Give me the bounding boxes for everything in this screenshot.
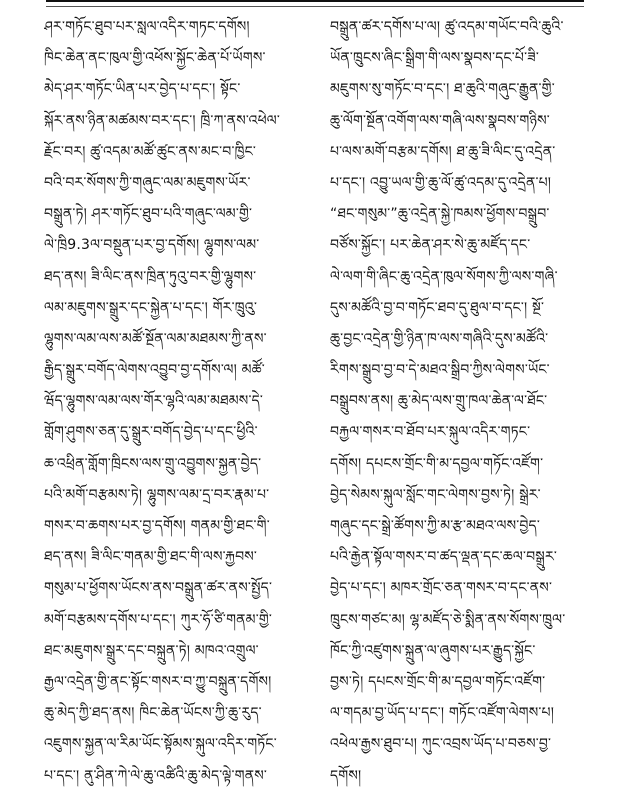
text-line: “ཐང་གསུམ་”ཆུ་འདྲེན་སྐྱེ་ཁམས་ཕྱོགས་བསྒྲུབ་ xyxy=(330,206,550,223)
text-line: ཡོན་ཁྲུངས་ཞིང་སྒྲིག་གི་ལས་སྣབས་དང་པོ་ཟི་ xyxy=(330,50,539,67)
text-line: ཆུ་མེད་ཀྱི་ཐད་ནས། ཁིང་ཆེན་ཡོངས་ཀྱི་ཆུ་རུད་ xyxy=(44,705,262,722)
text-line: ཆུ་ལོག་སྔོན་འགོག་ལས་གཞི་ལས་སྣབས་གཉིས་ xyxy=(330,112,550,129)
text-line: པ་ལས་མགོ་བརྩམ་དགོས། ཐ་ཆུ་ཟི་ལིང་དུ་འདྲེན་ xyxy=(330,143,556,160)
text-line: འཇུགས་སྐྱན་ལ་རིམ་ཡོང་སྟོམས་སྐུལ་འདིར་གཏོང་ xyxy=(44,736,277,753)
text-line: ཐད་ནས། ཟི་ལིང་གནམ་གྱི་ཐང་གི་ལས་རྐྱབས་ xyxy=(44,549,258,566)
text-line: བསྒྲུན་ཏེ། ཤར་གཏོང་ཐུབ་པའི་གཞུང་ལམ་གྱི་ xyxy=(44,206,253,223)
text-line: རྒྱིད་སྒྲུར་བགོད་ལེགས་འབྱུབ་བྱ་དགོས་ལ། མཚོ་ xyxy=(44,362,265,379)
text-line: འཕེལ་རྒྱས་ཐུབ་པ། ཀུང་འབྲས་ཡོད་པ་བཅས་བྱ་ xyxy=(330,736,552,753)
top-rule-thin xyxy=(46,6,584,7)
text-line: པ་དང་། འབྱུ་ཡལ་གྱི་ཆུ་ལོ་ཚུ་འདམ་དུ་འདྲེན་པ། xyxy=(330,174,552,191)
text-line: དུས་མཚོའི་བྱ་བ་གཏོང་ཐབ་དུ་ཐུལ་བ་དང་། སྔོ་ xyxy=(330,299,545,316)
text-line: ཁོང་ཀྱི་འཛུགས་སྐྲུན་ལ་ཞུགས་པར་རྒྱུད་སྐྱོང་ xyxy=(330,642,536,659)
text-line: ཆུ་བྱང་འདྲེན་གྱི་ཉིན་ཁ་ལས་གཞིའི་དུས་མཚོའི་ xyxy=(330,330,549,347)
left-text-column xyxy=(44,12,301,792)
text-line: ཁྲུངས་གཙང་མ། ལྷ་མཛོད་ཅེ་སྨིན་ནས་སོགས་ཁྲུལ་ xyxy=(330,611,566,628)
text-line: ཐང་མཇུགས་སྒྲུར་དང་བསྐྲུན་ཏེ། མཁའ་འགྲུལ་ xyxy=(44,642,259,659)
text-line: དགོས། xyxy=(330,767,362,784)
text-line: བའི་བར་སོགས་ཀྱི་གཞུང་ལམ་མཇུགས་ཡོར་ xyxy=(44,174,251,191)
right-text-column xyxy=(330,12,587,792)
text-line: བརྐྱལ་གསར་བ་ཐོབ་པར་སྐུལ་འདིར་གཏང་ xyxy=(330,424,531,441)
text-line: ལྷུགས་ལམ་ལས་མཚོ་སྔོན་ལམ་མཐམས་ཀྱི་ནས་ xyxy=(44,330,267,347)
text-line: ལེ་ཁྲི9.3ལ་བསྡུན་པར་བྱ་དགོས། ལྷུགས་ལམ་ xyxy=(44,237,260,254)
text-line: པའི་རྒྱེན་སྟོལ་གསར་བ་ཚད་ལྡན་དང་ཆལ་བསྒྲུར་ xyxy=(330,549,558,566)
text-line: བསྒྲུབས་ནས། ཆུ་མེད་ལས་གྲུ་ཁལ་ཆེན་ལ་ཐོང་ xyxy=(330,393,548,410)
text-line: མགོ་བརྩམས་དགོས་པ་དང་། ཀུར་ཧོ་ཙི་གནམ་གྱི་ xyxy=(44,611,273,628)
text-line: བསྒྲུན་ཚར་དགོས་པ་ལ། ཚུ་འདམ་གཡོང་བའི་ཆུའི་ xyxy=(330,19,564,35)
text-line: གསར་བ་ཆགས་པར་བྱ་དགོས། གནམ་གྱི་ཐང་གི་ xyxy=(44,518,270,534)
text-line: གློག་ཤུགས་ཅན་དུ་སྒྲུར་བགོད་བྱེད་པ་དང་ཕྱིའི་ xyxy=(44,424,258,441)
text-line: པ་དང་། ནུ་ཤིན་ཀེ་ལེ་ཆུ་འཚིའི་ཆུ་མེད་ལྟེ་གནས་ xyxy=(44,767,268,784)
text-line: རྒྱལ་འདྲེན་གྱི་ནང་སྟོང་གསར་བ་ཀྱུ་བསྐྲུན་དགོས། xyxy=(44,673,272,690)
text-line: གཞུང་དང་སྒྲེ་ཚོགས་ཀྱི་མ་རྩ་མཐའ་ལས་བྱེད་ xyxy=(330,518,541,534)
text-line: བཙོས་སྐྱོང་། པར་ཆེན་ཤར་སེ་ཆུ་མཛོད་དང་ xyxy=(330,237,531,254)
text-line: ལ་གདམ་བྱ་ཡོད་པ་དང་། གཏོང་འཛོག་ལེགས་པ། xyxy=(330,705,555,722)
text-line: ལམ་མཇུགས་སྒྲུར་དང་སྐྱེན་པ་དང་། གོར་ཁྲུའུ་ xyxy=(44,299,258,316)
text-line: མེད་ཤར་གཏོང་ཡིན་པར་བྱེད་པ་དང་། སྟོང་ xyxy=(44,81,241,98)
text-line: ཆ་འཕྲིན་གློག་ཁྲིངས་ལས་གྲུ་འབྱུགས་སྐྱན་བྱེད་ xyxy=(44,455,262,472)
text-line: སྐོར་ནས་ཉིན་མཚམས་བར་དང་། ཁྲི་ཀ་ནས་འཕེལ་ xyxy=(44,112,281,129)
text-line: རྗོང་བར། ཚུ་འདམ་མཚོ་ཚུང་ནས་མང་བ་ཁྱིང་ xyxy=(44,143,257,160)
text-line: ཝོད་ལྷུགས་ལམ་ལས་གོར་ལྷའི་ལམ་མཐམས་དེ་ xyxy=(44,393,264,410)
text-line: བྱེད་སེམས་སྐུལ་སློང་གང་ལེགས་བྱས་ཏེ། སྒྲེར་ xyxy=(330,486,541,503)
text-line: ཤར་གཏོང་ཐུབ་པར་སླལ་འདིར་གཏང་དགོས། xyxy=(44,19,250,35)
text-line: བྱས་ཏེ། དཔངས་གྲོང་གི་མ་དབྱལ་གཏོང་འཛོག་ xyxy=(330,673,546,690)
text-line: གསུམ་པ་ཕྱོགས་ཡོངས་ནས་བསྒྲུན་ཚར་ནས་སྤྱོད་ xyxy=(44,580,273,597)
text-line: རིགས་སྒྲུབ་བྱ་བ་དེ་མཐའ་སྒྲིབ་ཀྱིས་ལེགས་ཡོང་ xyxy=(330,362,550,379)
text-line: ལེ་ལག་གི་ཞིང་ཆུ་འདྲེན་ཁུལ་སོགས་ཀྱི་ལས་གཞི་ xyxy=(330,268,558,285)
text-line: མཇུགས་སུ་གཏོང་བ་དང་། ཐ་ཆུའི་གཞུང་རྒྱུན་གྱི་ xyxy=(330,81,555,98)
text-line: པའི་མགོ་བརྩམས་ཏེ། ལྷུགས་ལམ་དྲ་བར་རྣམ་པ་ xyxy=(44,486,270,503)
top-rule xyxy=(46,0,584,2)
text-line: དགོས། དཔངས་གྲོང་གི་མ་དབྱལ་གཏོང་འཛོག་ xyxy=(330,455,544,472)
text-line: ཁིང་ཆེན་ནང་ཁུལ་གྱི་འཕོས་སྐྱོང་ཆེན་པོ་ཡོགས་ xyxy=(44,50,266,67)
text-line: ཐད་ནས། ཟི་ལིང་ནས་ཁྲིན་ཏུའུ་བར་གྱི་ལྷུགས་ xyxy=(44,268,257,285)
text-line: བྱེད་པ་དང་། མཁར་གྲོང་ཅན་གསར་བ་དང་ནས་ xyxy=(330,580,553,597)
